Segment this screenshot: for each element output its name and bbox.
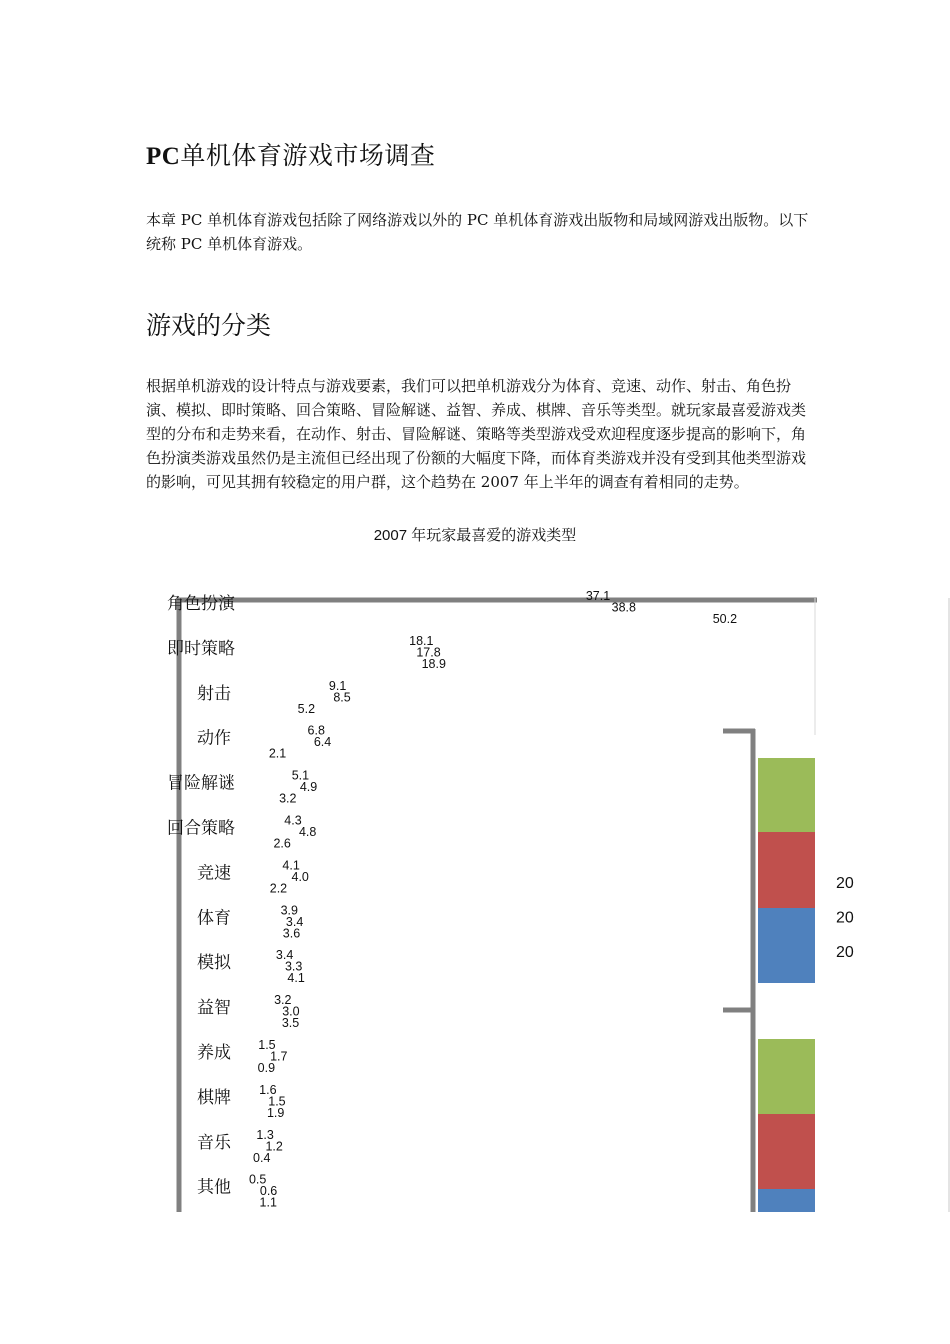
data-label: 1.9 — [266, 1105, 285, 1120]
data-label: 50.2 — [712, 612, 738, 626]
data-label: 2.2 — [269, 881, 288, 896]
intro-paragraph: 本章 PC 单机体育游戏包括除了网络游戏以外的 PC 单机体育游戏出版物和局域网游戏出版物。以下统称 PC 单机体育游戏。 — [146, 211, 809, 253]
data-label: 1.5 — [258, 1038, 276, 1052]
category-label: 音乐 — [197, 1132, 231, 1153]
data-label: 2.1 — [268, 746, 287, 761]
data-label: 4.8 — [298, 825, 317, 839]
legend-swatch — [758, 832, 815, 908]
category-label: 竞速 — [197, 863, 231, 884]
data-label: 1.6 — [259, 1082, 277, 1097]
page-title: PC单机体育游戏市场调查 — [146, 141, 436, 170]
data-label: 0.6 — [259, 1184, 278, 1199]
data-label: 0.5 — [248, 1172, 267, 1187]
category-label: 体育 — [197, 908, 231, 929]
legend-swatch — [758, 908, 815, 983]
data-label: 3.0 — [282, 1004, 300, 1019]
legend-swatch — [758, 1039, 815, 1114]
data-label: 6.8 — [307, 723, 325, 738]
data-label: 4.9 — [299, 780, 318, 795]
data-label: 3.3 — [284, 959, 303, 974]
category-label: 角色扮演 — [167, 594, 235, 614]
category-label: 棋牌 — [197, 1087, 231, 1108]
category-label: 其他 — [197, 1177, 231, 1198]
legend-text: 20 — [836, 909, 854, 927]
data-label: 1.2 — [265, 1139, 283, 1154]
category-label: 动作 — [197, 728, 231, 749]
data-label: 3.2 — [279, 791, 297, 806]
data-label: 37.1 — [585, 589, 611, 603]
category-label: 冒险解谜 — [167, 773, 235, 794]
legend-swatch — [758, 758, 815, 832]
legend-swatch — [758, 1114, 815, 1189]
legend-text: 20 — [836, 944, 854, 961]
data-label: 4.0 — [291, 869, 309, 884]
data-label: 2.6 — [273, 836, 291, 851]
data-label: 1.1 — [259, 1195, 277, 1210]
legend-text: 20 — [836, 875, 854, 892]
data-label: 8.5 — [333, 690, 351, 705]
data-label: 1.3 — [256, 1127, 274, 1142]
data-label: 4.3 — [284, 813, 302, 828]
data-label: 38.8 — [611, 600, 637, 615]
data-label: 17.8 — [416, 645, 441, 660]
category-label: 即时策略 — [167, 638, 235, 659]
data-label: 0.9 — [257, 1061, 276, 1075]
category-label: 回合策略 — [167, 818, 235, 839]
legend-swatch — [758, 1189, 815, 1212]
data-label: 18.9 — [421, 656, 446, 671]
data-label: 5.1 — [291, 768, 310, 783]
data-label: 5.2 — [297, 701, 316, 716]
data-label: 3.6 — [282, 926, 301, 941]
data-label: 4.1 — [287, 971, 305, 986]
data-label: 18.1 — [409, 633, 434, 648]
data-label: 4.1 — [282, 858, 300, 873]
category-label: 养成 — [197, 1043, 231, 1063]
data-label: 3.5 — [281, 1016, 300, 1031]
section-title: 游戏的分类 — [146, 311, 272, 340]
data-label: 0.4 — [253, 1150, 271, 1165]
category-label: 益智 — [197, 998, 231, 1019]
category-label: 射击 — [197, 683, 231, 704]
chart-title: 2007 年玩家最喜爱的游戏类型 — [373, 527, 577, 544]
data-label: 3.9 — [280, 903, 298, 918]
data-label: 1.7 — [270, 1049, 288, 1064]
category-label: 模拟 — [197, 953, 231, 974]
body-paragraph: 根据单机游戏的设计特点与游戏要素，我们可以把单机游戏分为体育、竞速、动作、射击、角色扮演、模拟、即时策略、回合策略、冒险解谜、益智、养成、棋牌、音乐等类型。就玩家最喜爱游戏类型的分布和走势来看，在动作、射击、冒险解谜、策略等类型游戏受欢迎程度逐步提高的影响下，角色扮演类游戏虽然仍是主流但已经出现了份额的大幅度下降，而体育类游戏并没有受到其他类型游戏的影响，可见其拥有较稳定的用户群，这个趋势在 2007 年上半年的调查有着相同的走势。 — [146, 377, 807, 491]
data-label: 1.5 — [268, 1094, 286, 1109]
data-label: 3.2 — [274, 993, 292, 1008]
data-label: 9.1 — [328, 678, 347, 693]
data-label: 3.4 — [275, 948, 294, 963]
data-label: 3.4 — [285, 914, 304, 929]
data-label: 6.4 — [313, 735, 332, 750]
